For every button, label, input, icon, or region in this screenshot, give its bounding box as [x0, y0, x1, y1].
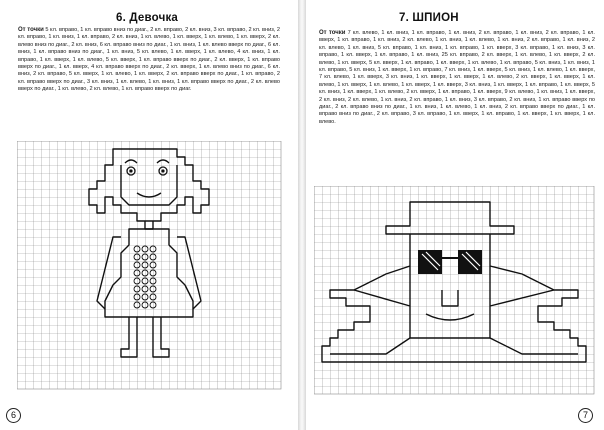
- page-title: 7. ШПИОН: [399, 12, 459, 24]
- page-number: 6: [6, 408, 21, 423]
- instructions-text: 7 кл. влево, 1 кл. вниз, 1 кл. вправо, 1 кл. вниз, 2 кл. вправо, 1 кл. вниз, 2 кл. вправо, 1 кл. вверх, 1 кл. вправо, 1 кл. вниз, 2 кл. влево, 1 кл. вниз, 1 кл. влево, 1 кл. вниз, 2 кл. вправо, 1 кл. вниз, 2 кл. влево, 1 кл. вниз, 5 кл. вправо, 1 кл. вниз, 1 кл. вправо, 1 кл. вверх, 3 кл. вправо, 1 кл. вниз, 3 кл. вправо, 1 кл. вверх, 1 кл. вправо, 1 кл. вниз, 25 кл. вправо, 2 кл. вверх, 1 кл. влево, 1 кл. вверх, 2 кл. влево, 1 кл. вверх, 5 кл. вверх, 1 кл. вправо, 1 кл. вверх, 1 кл. влево, 1 кл. вправо, 5 кл. вниз, 1 кл. вниз, 1 кл. вправо, 5 кл. вниз, 1 кл. вверх, 1 кл. вправо, 7 кл. вниз, 1 кл. вверх, 5 кл. вниз, 1 кл. влево, 1 кл. вверх, 7 кл. влево, 1 кл. вверх, 3 кл. вниз, 1 кл. вверх, 1 кл. вверх, 1 кл. влево, 2 кл. вверх, 1 кл. вверх, 1 кл. влево, 1 кл. вверх, 1 кл. влево, 1 кл. вверх, 1 кл. вверх, 3 кл. вниз, 1 кл. вверх, 1 кл. вправо, 1 кл. вверх, 5 кл. вниз, 1 кл. вверх, 1 кл. влево, 2 кл. вверх, 1 кл. вправо, 1 кл. вверх, 9 кл. влево, 1 кл. вниз, 1 кл. вверх, 2 кл. вниз, 2 кл. влево, 1 кл. вниз, 2 кл. вправо, 1 кл. вниз, 3 кл. вправо, 2 кл. вниз, 1 кл. вправо вверх по диаг., 2 кл. вправо вниз по диаг., 1 кл. вниз, 1 кл. влево, 1 кл. вниз, 2 кл. вправо вверх по диаг., 1 кл. вправо вниз по диаг., 2 кл. вправо, 3 кл. вправо, 1 кл. вверх, 1 кл. вправо, 1 кл. вверх, 1 кл. вверх, 1 кл. влево.: [319, 30, 595, 125]
- book-gutter: [298, 0, 306, 430]
- girl-drawing-grid: [17, 141, 285, 396]
- left-pupil: [129, 169, 132, 172]
- page-title: 6. Девочка: [116, 12, 178, 24]
- page-6: [0, 0, 298, 430]
- start-label: От точки: [319, 30, 346, 36]
- page-number: 7: [578, 408, 593, 423]
- instructions-text: 5 кл. вправо, 1 кл. вправо вниз по диаг., 2 кл. вправо, 2 кл. вниз, 3 кл. вправо, 2 кл. вниз, 2 кл. вправо, 1 кл. вниз, 1 кл. вправо, 2 кл. вниз, 1 кл. влево, 1 кл. вверх, 1 кл. влево, 1 кл. вверх, 2 кл. влево вниз по диаг., 2 кл. вниз, 6 кл. вправо вниз по диаг., 1 кл. вниз, 1 кл. влево вверх по диаг., 6 кл. вниз, 1 кл. вправо вниз по диаг., 1 кл. вниз, 5 кл. влево, 1 кл. вверх, 1 кл. влево, 4 кл. вниз, 1 кл. вправо, 1 кл. вверх, 1 кл. влево, 5 кл. вверх, 1 кл. вправо вверх по диаг., 2 кл. вверх, 1 кл. вправо вверх по диаг., 1 кл. вверх, 4 кл. вправо вверх по диаг., 2 кл. вверх, 1 кл. влево вниз по диаг., 6 кл. вниз, 2 кл. вправо, 5 кл. вверх, 1 кл. влево, 1 кл. вверх, 2 кл. вправо вверх по диаг., 1 кл. вправо, 2 кл. вправо вверх по диаг., 3 кл. вниз, 1 кл. влево, 1 кл. вниз, 1 кл. вправо вверх по диаг., 2 кл. влево вверх по диаг., 1 кл. влево, 2 кл. влево, 1 кл. вправо вверх по диаг.: [18, 27, 280, 93]
- drawing-instructions: [18, 27, 280, 94]
- right-pupil: [161, 169, 164, 172]
- drawing-instructions: [319, 30, 595, 126]
- page-7: [306, 0, 604, 430]
- spy-drawing-grid: [314, 186, 598, 400]
- start-label: От точки: [18, 27, 44, 33]
